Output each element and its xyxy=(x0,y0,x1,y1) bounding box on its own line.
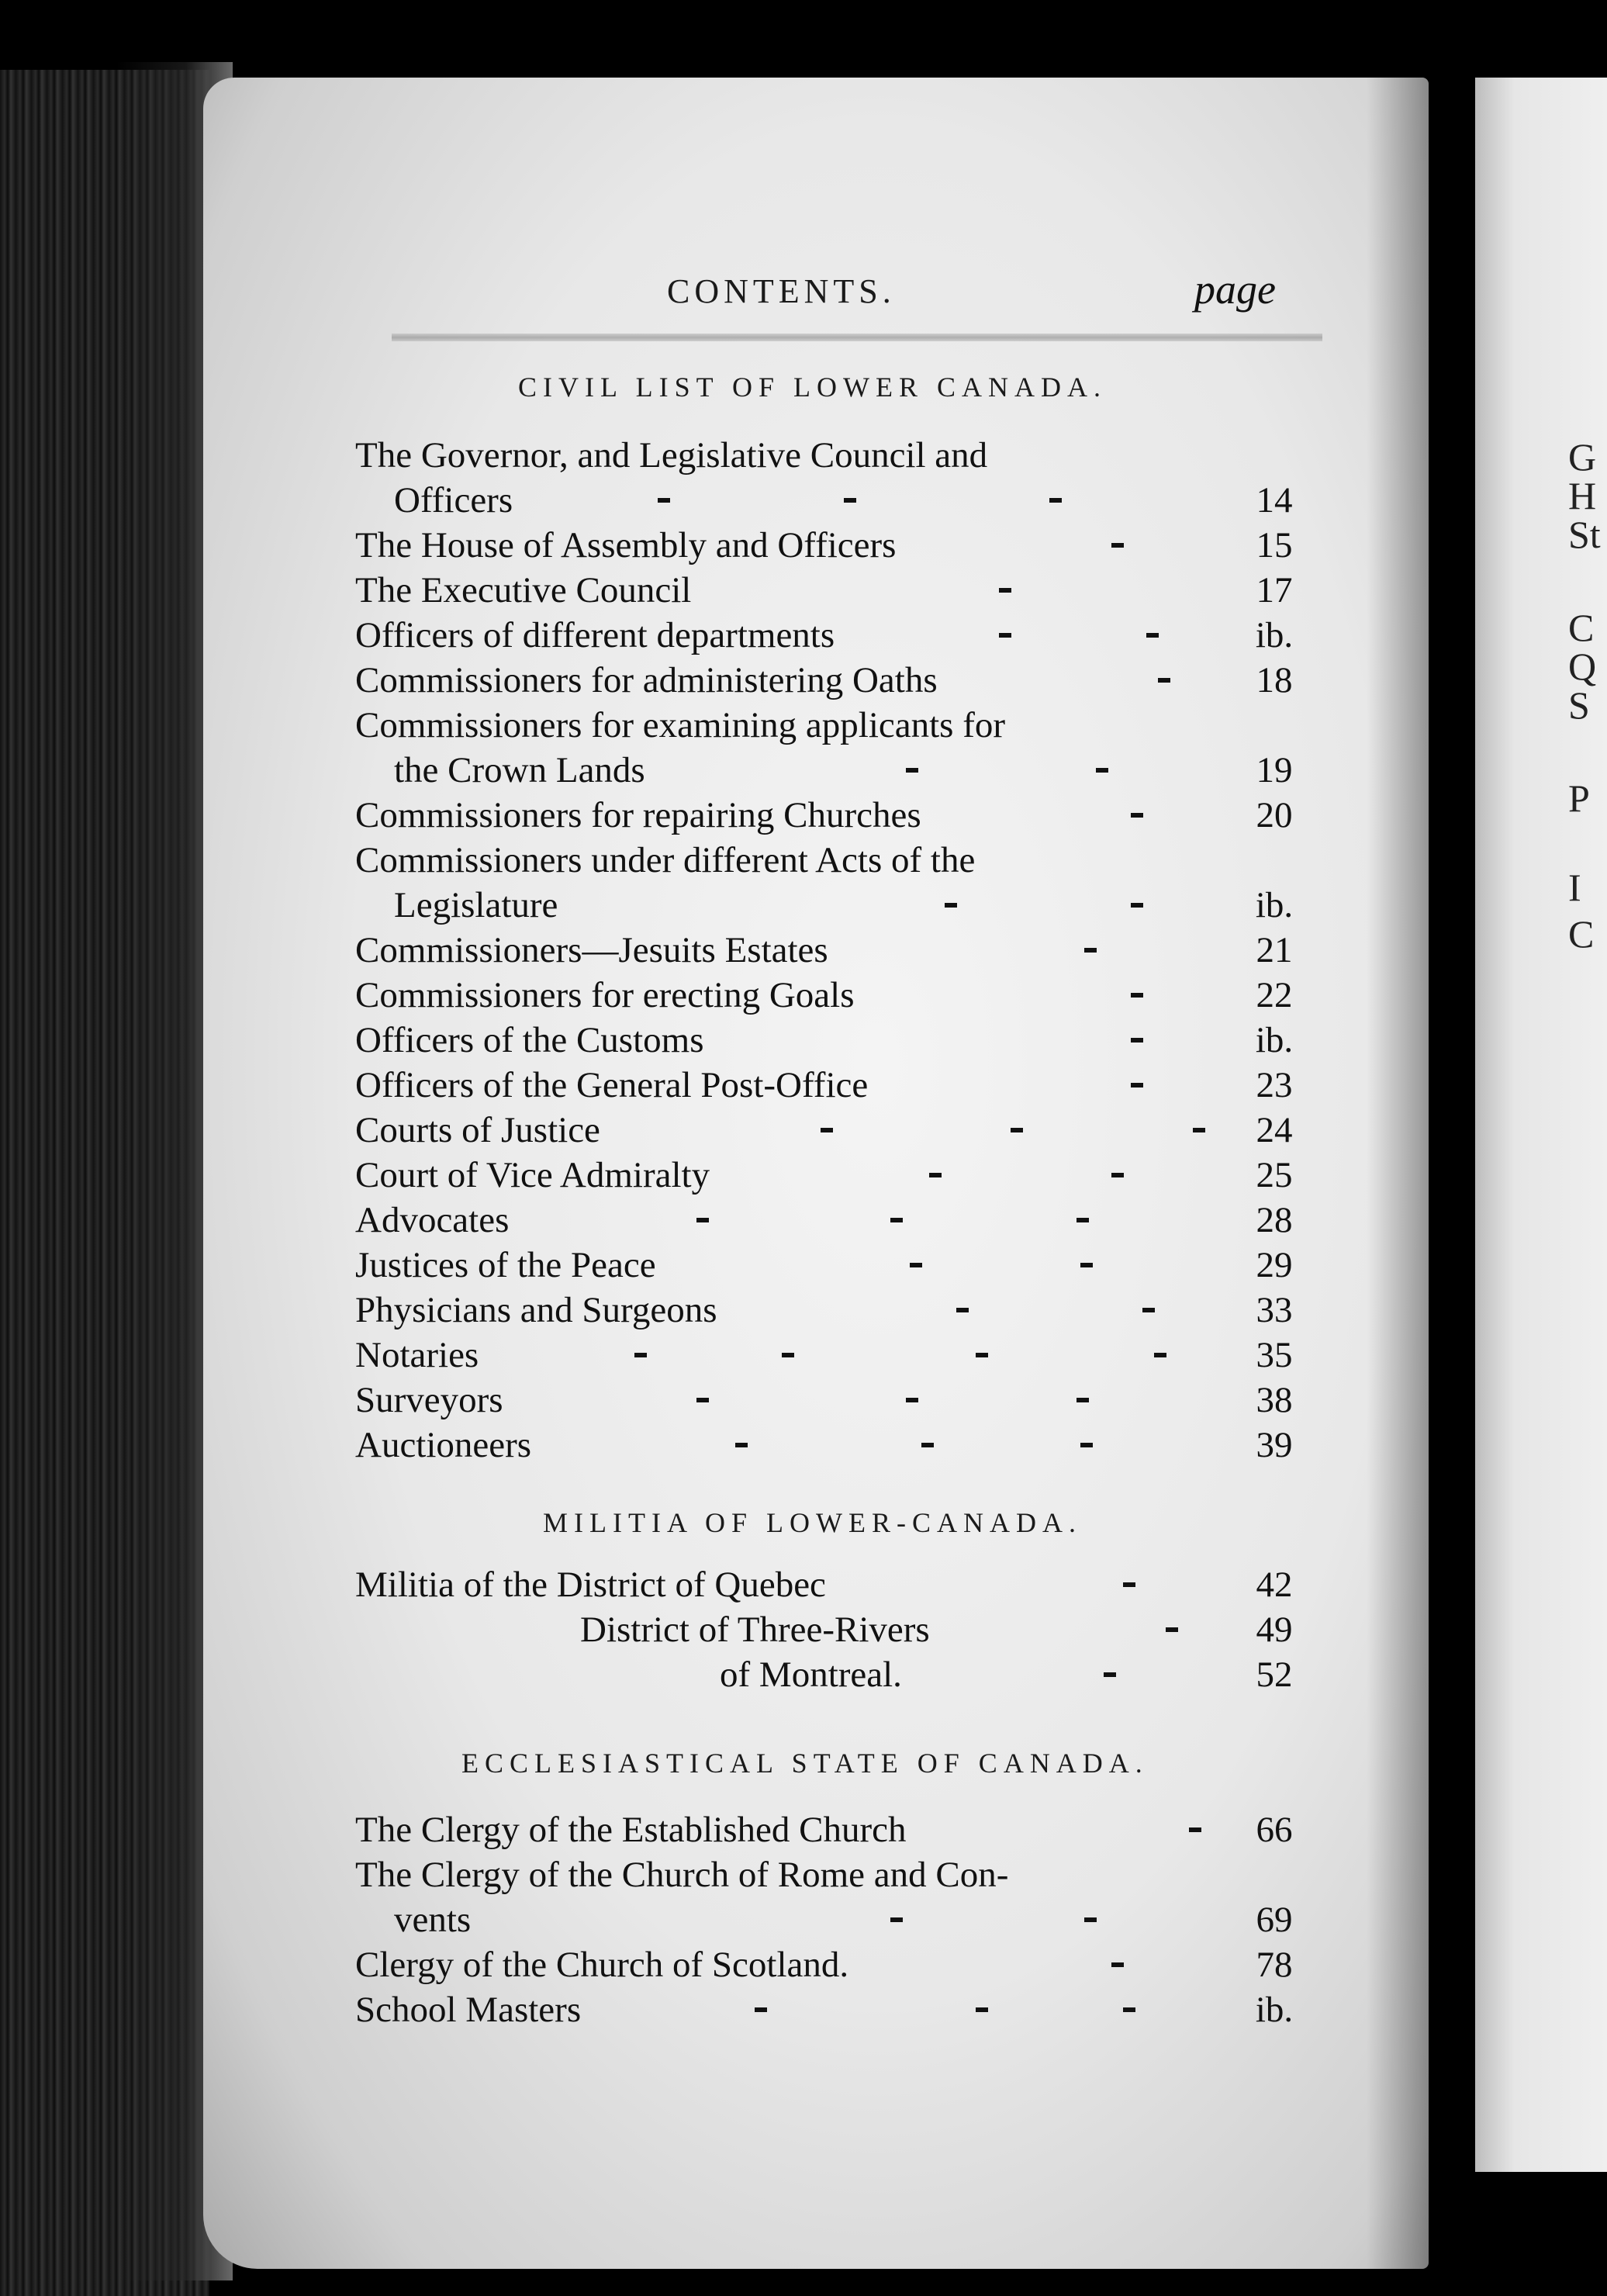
leader-dash xyxy=(1111,1962,1124,1967)
leader-dash xyxy=(890,1218,903,1222)
toc-entry xyxy=(355,614,1301,659)
toc-entry-text: Commissioners for administering Oaths xyxy=(355,660,938,700)
toc-entry-page: 18 xyxy=(1256,660,1293,700)
toc-entry-text: the Crown Lands xyxy=(394,750,645,790)
leader-dash xyxy=(929,1173,942,1177)
leader-dash xyxy=(1189,1827,1201,1832)
toc-entry-text: Officers xyxy=(394,480,513,520)
leader-dash xyxy=(1142,1308,1155,1312)
toc-entry xyxy=(355,1944,1301,1989)
toc-entry-text: Officers of the Customs xyxy=(355,1020,704,1060)
toc-entry xyxy=(355,1899,1301,1944)
toc-entry-page: 22 xyxy=(1256,975,1293,1015)
toc-entry-page: 35 xyxy=(1256,1335,1293,1375)
toc-entry-text: The House of Assembly and Officers xyxy=(355,525,897,565)
toc-entry-page: 25 xyxy=(1256,1155,1293,1195)
facing-page-letter: Q xyxy=(1568,645,1597,688)
toc-entry xyxy=(355,1424,1301,1469)
toc-entry xyxy=(355,929,1301,974)
toc-entry xyxy=(355,1809,1301,1854)
toc-entry-page: 69 xyxy=(1256,1900,1293,1940)
toc-entry-page: 39 xyxy=(1256,1425,1293,1465)
toc-entry xyxy=(355,884,1301,929)
facing-page-letter: H xyxy=(1568,474,1597,517)
toc-entry-text: Militia of the District of Quebec xyxy=(355,1565,826,1605)
toc-entry xyxy=(355,1609,1301,1654)
toc-entry-page: 28 xyxy=(1256,1200,1293,1240)
facing-page-letter: P xyxy=(1568,776,1590,820)
leader-dash xyxy=(1166,1627,1178,1632)
leader-dash xyxy=(735,1443,748,1447)
leader-dash xyxy=(1096,768,1108,773)
toc-entry-text: Officers of different departments xyxy=(355,615,835,655)
toc-entry xyxy=(355,524,1301,569)
toc-entry-text: Commissioners under different Acts of the xyxy=(355,840,976,880)
leader-dash xyxy=(910,1263,922,1267)
leader-dash xyxy=(956,1308,969,1312)
toc-entry xyxy=(355,794,1301,839)
toc-entry-text: Physicians and Surgeons xyxy=(355,1290,717,1330)
toc-entry xyxy=(355,1019,1301,1064)
leader-dash xyxy=(1131,903,1143,908)
toc-entry-page: ib. xyxy=(1255,1990,1294,2030)
page-column-label: page xyxy=(1194,266,1276,313)
leader-dash xyxy=(906,768,918,773)
leader-dash xyxy=(821,1128,833,1132)
toc-entry-text: Officers of the General Post-Office xyxy=(355,1065,869,1105)
leader-dash xyxy=(1131,993,1143,998)
leader-dash xyxy=(1084,1917,1097,1922)
leader-dash xyxy=(1104,1672,1116,1677)
toc-entry-page: ib. xyxy=(1255,1020,1294,1060)
toc-entry xyxy=(355,1109,1301,1154)
toc-entry-text: Legislature xyxy=(394,885,558,925)
toc-entry xyxy=(355,1989,1301,2034)
section-heading-ecclesiastical: ECCLESIASTICAL STATE OF CANADA. xyxy=(461,1748,1149,1779)
toc-entry-text: vents xyxy=(394,1900,472,1940)
leader-dash xyxy=(1077,1218,1089,1222)
leader-dash xyxy=(696,1398,709,1402)
leader-dash xyxy=(658,498,670,503)
facing-page-letter: C xyxy=(1568,606,1595,649)
toc-entry xyxy=(355,1289,1301,1334)
toc-entry-text: Notaries xyxy=(355,1335,479,1375)
toc-entry-page: 24 xyxy=(1256,1110,1293,1150)
section-heading-militia: MILITIA OF LOWER-CANADA. xyxy=(543,1507,1082,1538)
toc-entry xyxy=(355,569,1301,614)
toc-entry-text: Courts of Justice xyxy=(355,1110,600,1150)
leader-dash xyxy=(999,633,1011,638)
leader-dash xyxy=(1123,2007,1135,2012)
toc-entry xyxy=(355,749,1301,794)
toc-entry-text: School Masters xyxy=(355,1990,582,2030)
toc-entry-page: 15 xyxy=(1256,525,1293,565)
toc-entry-page: 66 xyxy=(1256,1810,1293,1850)
toc-entry xyxy=(355,974,1301,1019)
leader-dash xyxy=(844,498,856,503)
toc-entry-text: Commissioners—Jesuits Estates xyxy=(355,930,828,970)
leader-dash xyxy=(1080,1263,1093,1267)
leader-dash xyxy=(1049,498,1062,503)
toc-entry-page: 78 xyxy=(1256,1945,1293,1985)
toc-entry-page: 49 xyxy=(1256,1610,1293,1650)
toc-entry-text: The Executive Council xyxy=(355,570,692,610)
header-rule xyxy=(392,334,1322,341)
toc-entry xyxy=(355,659,1301,704)
toc-entry-page: 14 xyxy=(1256,480,1293,520)
leader-dash xyxy=(755,2007,767,2012)
facing-page-letter: S xyxy=(1568,683,1590,727)
toc-entry-page: 17 xyxy=(1256,570,1293,610)
leader-dash xyxy=(1146,633,1159,638)
toc-entry xyxy=(355,1199,1301,1244)
toc-entry-text: The Governor, and Legislative Council and xyxy=(355,435,988,475)
toc-entry-text: Court of Vice Admiralty xyxy=(355,1155,710,1195)
toc-entry xyxy=(355,1244,1301,1289)
toc-entry xyxy=(355,1379,1301,1424)
leader-dash xyxy=(890,1917,903,1922)
toc-entry-page: 23 xyxy=(1256,1065,1293,1105)
toc-entry-page: 42 xyxy=(1256,1565,1293,1605)
toc-entry-page: 21 xyxy=(1256,930,1293,970)
leader-dash xyxy=(1131,813,1143,818)
toc-entry xyxy=(355,704,1301,749)
leader-dash xyxy=(782,1353,794,1357)
leader-dash xyxy=(1193,1128,1205,1132)
leader-dash xyxy=(1131,1038,1143,1043)
toc-entry-text: The Clergy of the Church of Rome and Con- xyxy=(355,1855,1009,1895)
leader-dash xyxy=(945,903,957,908)
leader-dash xyxy=(976,1353,988,1357)
leader-dash xyxy=(1111,1173,1124,1177)
leader-dash xyxy=(976,2007,988,2012)
toc-entry xyxy=(355,1654,1301,1699)
toc-entry-page: 19 xyxy=(1256,750,1293,790)
toc-entry-page: 20 xyxy=(1256,795,1293,835)
toc-entry-page: 52 xyxy=(1256,1655,1293,1695)
toc-entry-text: of Montreal. xyxy=(720,1655,902,1695)
toc-entry xyxy=(355,479,1301,524)
toc-entry-text: Auctioneers xyxy=(355,1425,532,1465)
facing-page-fragment xyxy=(1475,78,1607,2172)
facing-page-letter: I xyxy=(1568,866,1581,909)
toc-entry-text: Clergy of the Church of Scotland. xyxy=(355,1945,849,1985)
toc-entry-page: ib. xyxy=(1255,885,1294,925)
leader-dash xyxy=(1080,1443,1093,1447)
leader-dash xyxy=(634,1353,647,1357)
toc-entry-text: District of Three-Rivers xyxy=(580,1610,930,1650)
leader-dash xyxy=(1158,678,1170,683)
leader-dash xyxy=(1084,948,1097,953)
book-gutter xyxy=(1429,47,1475,2296)
leader-dash xyxy=(1131,1083,1143,1087)
toc-entry-page: ib. xyxy=(1255,615,1294,655)
leader-dash xyxy=(1077,1398,1089,1402)
toc-entry-text: Justices of the Peace xyxy=(355,1245,656,1285)
toc-entry xyxy=(355,434,1301,479)
toc-entry xyxy=(355,1334,1301,1379)
toc-entry-text: The Clergy of the Established Church xyxy=(355,1810,907,1850)
leader-dash xyxy=(1123,1582,1135,1587)
toc-entry-text: Commissioners for examining applicants for xyxy=(355,705,1006,745)
toc-entry xyxy=(355,1154,1301,1199)
toc-entry-text: Commissioners for repairing Churches xyxy=(355,795,921,835)
leader-dash xyxy=(1111,543,1124,548)
facing-page-letter: G xyxy=(1568,435,1597,479)
toc-entry-text: Commissioners for erecting Goals xyxy=(355,975,855,1015)
leader-dash xyxy=(906,1398,918,1402)
section-heading-civil-list: CIVIL LIST OF LOWER CANADA. xyxy=(518,372,1107,403)
facing-page-letter: St xyxy=(1568,513,1601,556)
leader-dash xyxy=(999,588,1011,593)
toc-entry-text: Advocates xyxy=(355,1200,510,1240)
toc-entry-text: Surveyors xyxy=(355,1380,503,1420)
toc-entry xyxy=(355,1564,1301,1609)
leader-dash xyxy=(1011,1128,1023,1132)
toc-entry xyxy=(355,1854,1301,1899)
leader-dash xyxy=(921,1443,934,1447)
toc-entry-page: 38 xyxy=(1256,1380,1293,1420)
contents-heading: CONTENTS. xyxy=(667,272,896,310)
toc-entry-page: 33 xyxy=(1256,1290,1293,1330)
toc-entry xyxy=(355,1064,1301,1109)
toc-entry xyxy=(355,839,1301,884)
leader-dash xyxy=(1154,1353,1166,1357)
toc-entry-page: 29 xyxy=(1256,1245,1293,1285)
facing-page-letter: C xyxy=(1568,912,1595,956)
leader-dash xyxy=(696,1218,709,1222)
